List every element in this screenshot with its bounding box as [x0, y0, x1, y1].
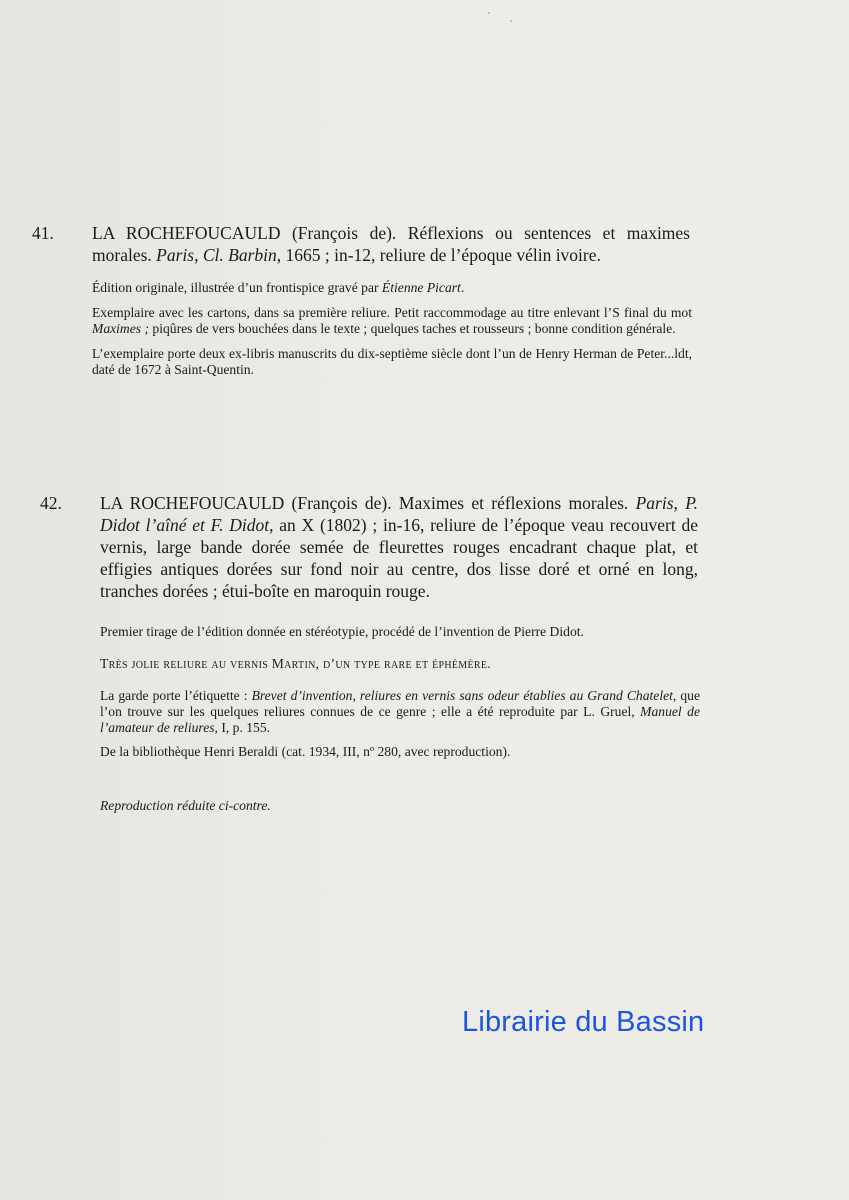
entry-42-heading [40, 492, 699, 602]
paper-speck [488, 12, 490, 14]
entry-42-author: LA ROCHEFOUCAULD [100, 493, 285, 513]
entry-41-separator: , [194, 245, 203, 265]
entry-42-note-garde-b: , que l’on trouve sur les quelques reliures connues de ce genre ; elle a été reproduite par L. Gruel, [100, 688, 700, 719]
entry-41-publisher: Cl. Barbin [202, 245, 277, 265]
entry-42-separator: , [673, 493, 686, 513]
entry-41-note-edition [92, 280, 692, 296]
entry-41-place: Paris [156, 245, 195, 265]
watermark-librairie: Librairie du Bassin [462, 1006, 705, 1038]
entry-41-number: 41. [32, 223, 54, 243]
entry-42-title: (François de). Maximes et réflexions morales. [284, 493, 636, 513]
entry-42-note-reliure: Très jolie reliure au vernis Martin, d’un type rare et éphémère. [100, 656, 491, 671]
entry-41-note-edition-text: Édition originale, illustrée d’un frontispice gravé par [92, 280, 382, 295]
paper-speck [510, 20, 512, 22]
entry-42-publisher: P. Didot l’aîné et F. Didot [100, 493, 698, 535]
entry-41-note-edition-end: . [460, 280, 465, 295]
entry-42-number: 42. [40, 493, 62, 513]
entry-41-maximes: Maximes ; [92, 321, 149, 336]
entry-41-note-condition [92, 305, 692, 337]
entry-41-author: LA ROCHEFOUCAULD [92, 223, 281, 243]
entry-42-note-garde-c: , I, p. 155. [214, 720, 271, 735]
entry-42-note-tirage: Premier tirage de l’édition donnée en stéréotypie, procédé de l’invention de Pierre Didot. [100, 624, 584, 639]
entry-42-note-garde [100, 688, 700, 736]
entry-42-note-provenance: De la bibliothèque Henri Beraldi (cat. 1934, III, nº 280, avec reproduction). [100, 744, 511, 759]
entry-41 [32, 222, 692, 378]
entry-42-label-text: Brevet d’invention, reliures en vernis sans odeur établies au Grand Chatelet [251, 688, 673, 703]
entry-42-imprint: , an X (1802) ; in-16, reliure de l’époque veau recouvert de vernis, large bande dorée semée de fleurettes rouges encadrant chaque plat, et effigies antiques dorées sur fond noir au centre, dos lisse doré et orné en long, tranches dorées ; étui-boîte en maroquin rouge. [100, 515, 699, 601]
entry-42-note-garde-a: La garde porte l’étiquette : [100, 688, 252, 703]
entry-41-heading [32, 222, 690, 266]
entry-41-note-provenance: L’exemplaire porte deux ex-libris manuscrits du dix-septième siècle dont l’un de Henry Herman de Peter...ldt, daté de 1672 à Saint-Quentin. [92, 346, 692, 377]
entry-41-note-condition-b: piqûres de vers bouchées dans le texte ; quelques taches et rousseurs ; bonne condition générale. [149, 321, 676, 336]
entry-41-imprint: , 1665 ; in-12, reliure de l’époque vélin ivoire. [276, 245, 601, 265]
entry-41-artist: Étienne Picart [381, 280, 461, 295]
entry-41-title: (François de). Réflexions ou sentences et maximes morales. [92, 223, 690, 265]
entry-42-book-title: Manuel de l’amateur de reliures [100, 704, 700, 735]
entry-42-place: Paris [635, 493, 674, 513]
entry-41-note-condition-a: Exemplaire avec les cartons, dans sa première reliure. Petit raccommodage au titre enlevant l’S final du mot [92, 305, 692, 320]
entry-42-note-reproduction: Reproduction réduite ci-contre. [100, 798, 271, 813]
entry-42 [40, 492, 700, 814]
